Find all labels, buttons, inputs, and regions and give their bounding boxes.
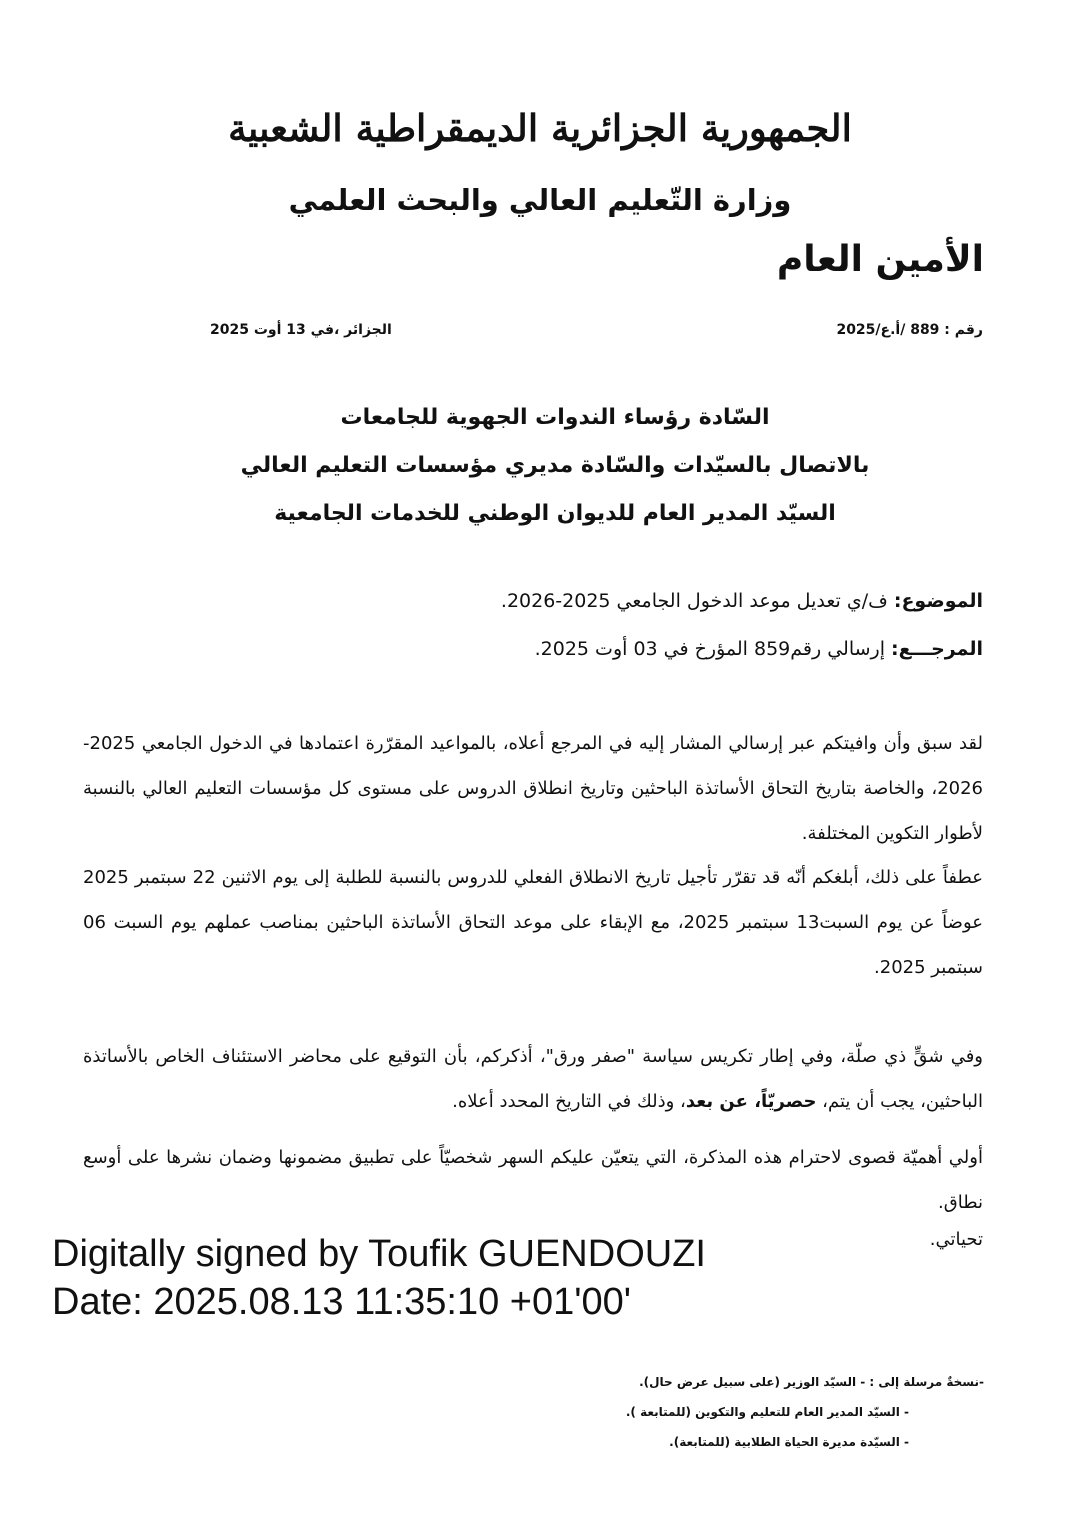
closing-salutation: تحياتي. <box>929 1229 983 1250</box>
copy-recipient-minister: -نسخةٌ مرسلة إلى : - السيّد الوزير (على سبيل عرض حال). <box>639 1375 984 1389</box>
ministry-heading: وزارة التّعليم العالي والبحث العلمي <box>288 183 792 217</box>
addressee-line: السيّد المدير العام للديوان الوطني للخدمات الجامعية <box>274 501 836 526</box>
signature-date-line: Date: 2025.08.13 11:35:10 +01'00' <box>52 1281 632 1323</box>
subject-label: الموضوع: <box>893 590 983 612</box>
body-paragraph-1: لقد سبق وأن وافيتكم عبر إرسالي المشار إليه في المرجع أعلاه، بالمواعيد المقرّرة اعتمادها في الدخول الجامعي 2025-2026، والخاصة بتاريخ التحاق الأساتذة الباحثين وتاريخ انطلاق الدروس على مستوى كل مؤسسات التعليم العالي بالنسبة لأطوار التكوين المختلفة. <box>83 733 983 844</box>
digital-signature <box>52 1230 772 1326</box>
copies-distribution-list <box>514 1367 984 1457</box>
reference-number: رقم : 889 /أ.ع/2025 <box>836 322 983 338</box>
copy-recipient-student-life-director: - السيّدة مديرة الحياة الطلابية (للمتابعة). <box>669 1435 909 1449</box>
place-and-date: الجزائر ،في 13 أوت 2025 <box>210 322 392 338</box>
reference-text: إرسالي رقم859 المؤرخ في 03 أوت 2025. <box>534 638 892 660</box>
addressees-block <box>160 394 950 538</box>
copy-recipient-director-general: - السيّد المدير العام للتعليم والتكوين (للمتابعة ). <box>625 1405 909 1419</box>
addressee-line: بالاتصال بالسيّدات والسّادة مديري مؤسسات التعليم العالي <box>240 453 870 478</box>
subject-line <box>223 584 983 618</box>
remote-signing-emphasis: حصريّاً، عن بعد <box>685 1091 817 1112</box>
addressee-line: السّادة رؤساء الندوات الجهوية للجامعات <box>340 405 770 430</box>
body-paragraph-2: عطفاً على ذلك، أبلغكم أنّه قد تقرّر تأجيل تاريخ الانطلاق الفعلي للدروس بالنسبة للطلبة إلى يوم الاثنين 22 سبتمبر 2025 عوضاً عن يوم السبت13 سبتمبر 2025، مع الإبقاء على موعد التحاق الأساتذة الباحثين بمناصب عملهم يوم السبت 06 سبتمبر 2025. <box>83 867 983 978</box>
signature-signer-line: Digitally signed by Toufik GUENDOUZI <box>52 1233 706 1275</box>
body-paragraph-4: أولي أهميّة قصوى لاحترام هذه المذكرة، التي يتعيّن عليكم السهر شخصيّاً على تطبيق مضمونها وضمان نشرها على أوسع نطاق. <box>83 1147 983 1213</box>
paragraph-3-ending: ، وذلك في التاريخ المحدد أعلاه. <box>452 1091 686 1112</box>
republic-heading: الجمهورية الجزائرية الديمقراطية الشعبية <box>228 106 852 150</box>
reference-label: المرجـــع: <box>891 638 983 660</box>
secretary-general-heading: الأمين العام <box>776 239 984 280</box>
reference-line <box>223 632 983 666</box>
paragraph-3-intro: وفي شقٍّ ذي صلّة، وفي إطار تكريس سياسة "صفر ورق"، أذكركم، بأن التوقيع على محاضر الاستئناف الخاص بالأساتذة الباحثين، يجب أن يتم، <box>83 1046 983 1112</box>
body-paragraph-3 <box>83 1034 983 1124</box>
subject-text: ف/ي تعديل موعد الدخول الجامعي 2025-2026. <box>500 590 894 612</box>
